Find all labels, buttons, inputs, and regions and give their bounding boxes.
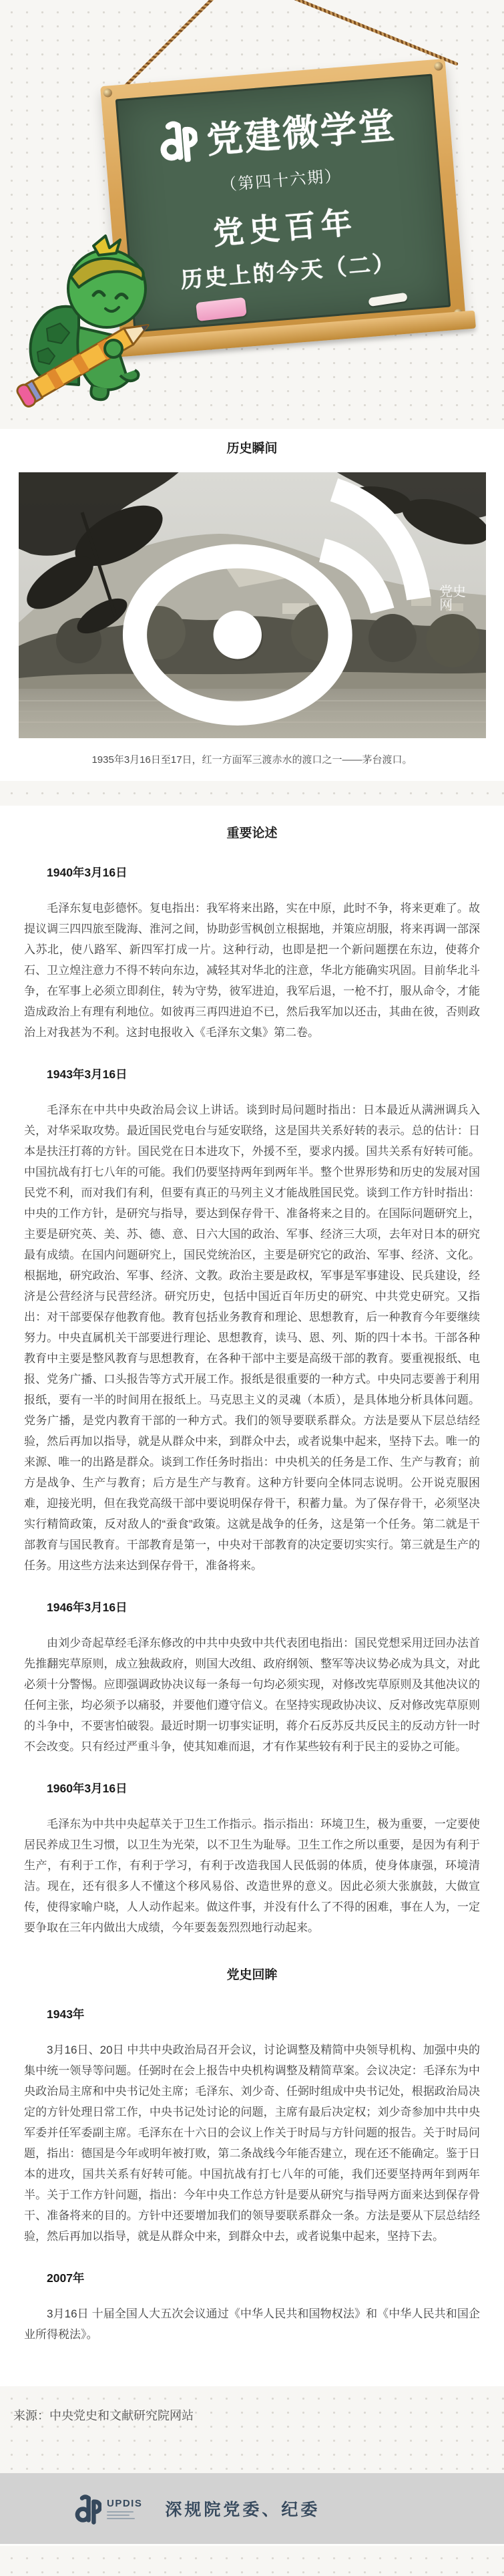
bottom-dotted-strip (0, 2544, 504, 2576)
entry-date: 2007年 (47, 2271, 85, 2285)
photo-watermark (112, 466, 475, 732)
updis-logo-subtext (107, 2511, 142, 2519)
source-strip (0, 2386, 504, 2473)
source-attribution: 来源：中央党史和文献研究院网站 (13, 2409, 194, 2422)
entry-date: 1943年3月16日 (47, 1068, 128, 1081)
board-title-row (156, 97, 398, 167)
entry-text: 由刘少奇起草经毛泽东修改的中共中央致中共代表团电指出：国民党想采用迂回办法首先推翻宪草原则，成立独裁政府，则国大改组、政府纲领、整军等决议势必成为具文，对此必须十分警惕。应即强调政协决议每一条每一句均必须实现，对修改宪草原则及其他决议的任何主张，均必须予以痛驳，并要他们遵守信义。在坚持实现政协决议、反对修改宪草原则的斗争中，不要害怕破裂。最近时期一切事实证明，蒋介石反苏反共反民主的反动方针一时不会改变。只有经过严重斗争，使其知难而退，才有作某些较有利于民主的妥协之可能。 (24, 1637, 480, 1753)
entry-date: 1940年3月16日 (47, 866, 128, 879)
footer-title: 深规院党委、纪委 (165, 2501, 320, 2519)
turtle-mascot-illustration (12, 234, 162, 409)
historical-photo (19, 472, 486, 738)
turtle-mascot (12, 234, 162, 409)
entry-text: 毛泽东复电彭德怀。复电指出：我军将来出路，实在中原，此时不争，将来更难了。故提议调三四四旅至陇海、淮河之间，协助彭雪枫创立根据地，并策应胡服，将来再调一部深入苏北，使八路军、新四军打成一片。这种行动，也即是把一个新问题摆在东边，使蒋介石、卫立煌注意力不得不转向东边，减轻其对华北的注意，华北方能确实巩固。目前华北斗争，在军事上必须立即刹住，转为守势，彼军进迫，我军后退，一枪不打，服从命令，才能造成政治上有理有利地位。如彼再三再四进迫不已，然后我军加以还击，其曲在彼，否则政治上对我甚为不利。这封电报收入《毛泽东文集》第二卷。 (24, 902, 480, 1039)
photo-caption: 1935年3月16日至17日，红一方面军三渡赤水的渡口之一——茅台渡口。 (91, 754, 413, 766)
section-title-history-review: 党史回眸 (226, 1968, 278, 1982)
board-subtitle-1: 党史百年 (212, 204, 358, 251)
updis-dp-logo-icon (157, 117, 199, 164)
section-title-important-discussions: 重要论述 (226, 826, 278, 840)
blackboard-eraser (196, 297, 247, 321)
footer (0, 2473, 504, 2544)
screw-icon (103, 88, 112, 98)
entry-text: 3月16日、20日 中共中央政治局召开会议，讨论调整及精简中央领导机构、加强中央的集中统一领导等问题。任弼时在会上报告中央机构调整及精简草案。会议决定：毛泽东为中央政治局主席和中央书记处主席；毛泽东、刘少奇、任弼时组成中央书记处，根据政治局决定的方针处理日常工作，中央书记处讨论的问题，主席有最后决定权；刘少奇参加中共中央军委并任军委副主席。毛泽东在十六日的会议上作关于时局与方针问题的报告。关于时局问题，指出：德国是今年或明年被打败，第二条战线今年能否建立，现在还不能确定。鉴于日本的进攻，国共关系有好转可能。中国抗战有打七八年的可能，我们还要坚持两年到两年半。关于工作方针问题，指出：今年中央工作总方针是要从研究与指导两方面来达到保存骨干、准备将来的目的。方针中还要增加我们的领导要联系群众一条。方法是要从下层总结经验，然后再加以指导，就是从群众中来，到群众中去，或者说集中起来，坚持下去。 (24, 2044, 480, 2243)
article-body (0, 806, 504, 2386)
footer-logo (75, 2492, 142, 2525)
entry-text: 3月16日 十届全国人大五次会议通过《中华人民共和国物权法》和《中华人民共和国企业所得税法》。 (24, 2307, 480, 2341)
entry-date: 1946年3月16日 (47, 1601, 128, 1614)
board-issue: （第四十六期） (220, 166, 343, 195)
section-title-historical-moment: 历史瞬间 (226, 442, 278, 456)
entry-text: 毛泽东为中共中央起草关于卫生工作指示。指示指出：环境卫生，极为重要，一定要使居民养成卫生习惯，以卫生为光荣，以不卫生为耻辱。卫生工作之所以重要，是因为有利于生产，有利于工作，有利于学习，有利于改造我国人民低弱的体质，使身体康强，环境清洁。现在，还有很多人不懂这个移风易俗、改造世界的意义。因此必须大张旗鼓，大做宣传，使得家喻户晓，人人动作起来。做这件事，并没有什么了不得的困难，事在人为，一定要争取在三年内做出大成绩，今年要轰轰烈烈地行动起来。 (24, 1818, 480, 1934)
weibo-icon (112, 466, 435, 732)
screw-icon (434, 61, 443, 71)
footer-logo-text: UPDIS (107, 2498, 143, 2509)
dotted-divider (0, 781, 504, 806)
hanging-rope-right (231, 0, 459, 66)
updis-dp-logo-icon (75, 2492, 101, 2525)
watermark-text: 党史网 (439, 585, 467, 613)
chalkboard-surface (115, 73, 451, 332)
entry-date: 1960年3月16日 (47, 1782, 128, 1795)
entry-text: 毛泽东在中共中央政治局会议上讲话。谈到时局问题时指出：日本最近从满洲调兵入关，对华采取攻势。最近国民党电台与延安联络，这是国共关系好转的表示。总的估计：日本是扶汪打蒋的方针。国民党在日本进攻下，外援不至，要求内援。国共关系有好转可能。中国抗战有打七八年的可能。我们仍要坚持两年到两年半。整个世界形势和历史的发展对国民党不利，而对我们有利，但要有真正的马列主义才能战胜国民党。谈到工作方针时指出：中央的工作方针，是研究与指导，要达到保存骨干、准备将来之目的。在国际问题研究上，主要是研究英、美、苏、德、意、日六大国的政治、军事、经济三大项，去年对日本的研究最有成绩。在国内问题研究上，国民党统治区，主要是研究它的政治、军事、经济、文化。根据地，研究政治、军事、经济、文教。政治主要是政权，军事是军事建设、民兵建设，经济是公营经济与民营经济。研究历史，包括中国近百年历史的研究、中共党史研究。又指出：对干部要保存他教育他。教育包括业务教育和理论、思想教育，后一种教育今年要继续努力。中央直属机关干部要进行理论、思想教育，读马、恩、列、斯的四十本书。干部各种教育中主要是整风教育与思想教育，在各种干部中主要是高级干部的教育。要重视报纸、电报、党务广播、口头报告等方式开展工作。报纸是很重要的一种方式。中央同志要善于利用报纸，要有一半的时间用在报纸上。马克思主义的灵魂（本质），是具体地分析具体问题。党务广播，是党内教育干部的一种方式。我们的领导要联系群众。方法是要从下层总结经验，然后再加以指导，就是从群众中来，到群众中去，或者说集中起来，坚持下去。唯一的来源、唯一的出路是群众。谈到工作任务时指出：中央机关的任务是工作、生产与教育；前方是战争、生产与教育；后方是生产与教育。这种方针要向全体同志说明。公开说克服困难，迎接光明，但在我党高级干部中要说明保存骨干，积蓄力量。为了保存骨干，必须坚决实行精简政策，反对敌人的“蚕食”政策。这就是战争的任务，这是第一个任务。第二就是干部教育与国民教育。干部教育是第一，中央对干部教育的决定要切实实行。第三就是生产的任务。用这些方法来达到保存骨干，准备将来。 (24, 1104, 480, 1572)
entry-date: 1943年 (47, 2007, 85, 2021)
board-title: 党建微学堂 (205, 106, 399, 161)
chalk-piece (368, 293, 407, 307)
hero-banner (0, 0, 504, 429)
historical-moment-section (0, 429, 504, 766)
board-subtitle-2: 历史上的今天（二） (180, 250, 398, 293)
